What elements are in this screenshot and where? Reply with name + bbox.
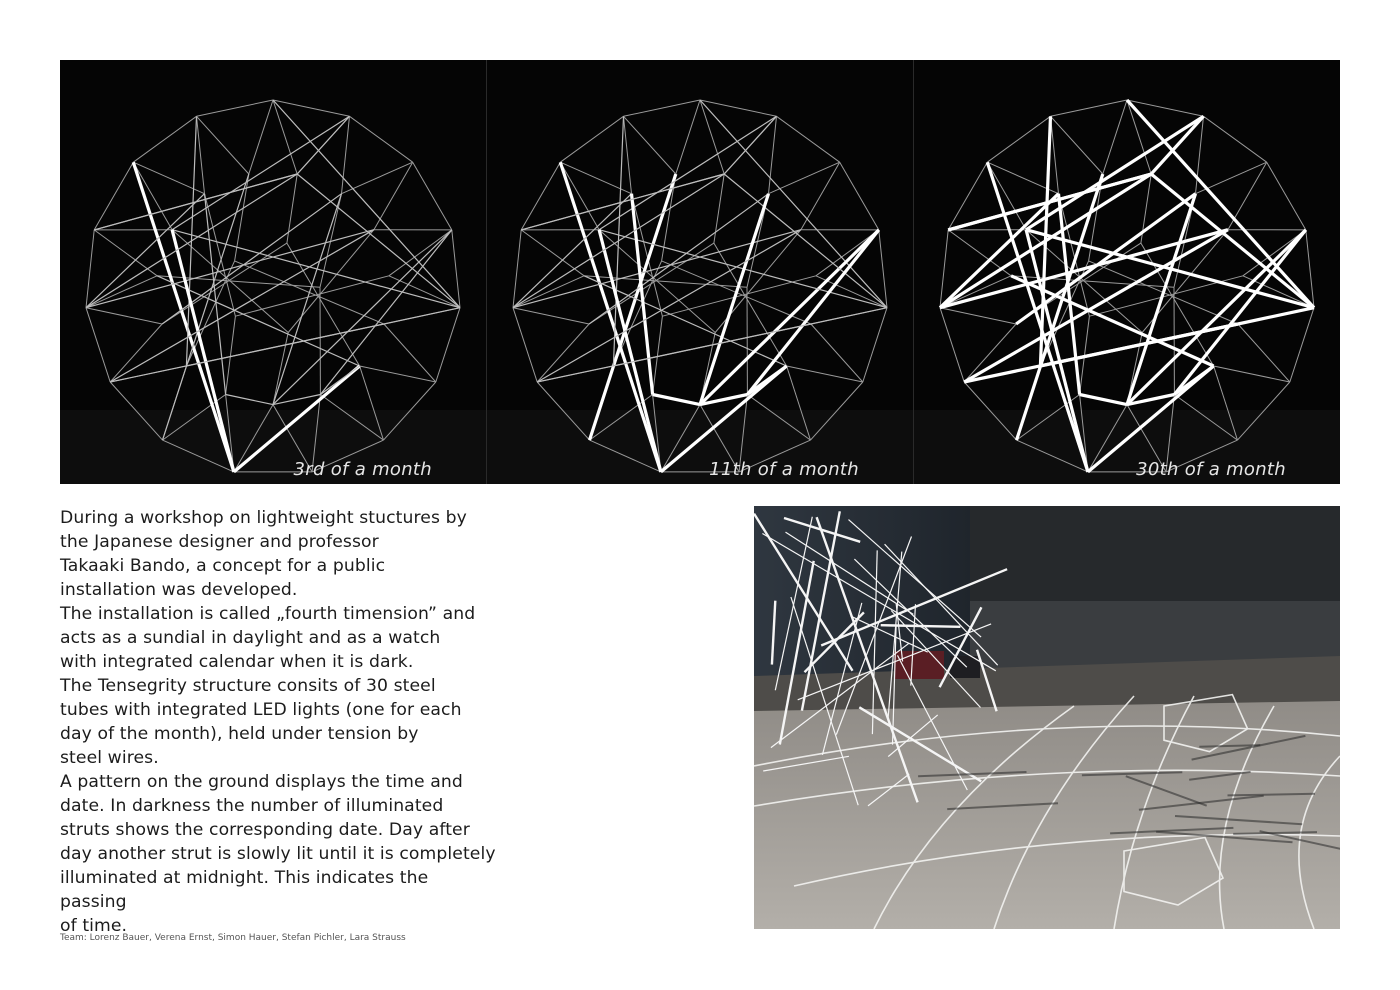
wire bbox=[863, 308, 887, 382]
unlit-strut bbox=[94, 174, 297, 230]
lit-led-strut bbox=[964, 324, 1238, 382]
wire bbox=[273, 100, 350, 116]
wire bbox=[249, 100, 273, 174]
wire bbox=[197, 100, 274, 116]
lit-led-strut bbox=[1127, 100, 1314, 308]
lit-led-strut bbox=[653, 395, 700, 405]
description-line: acts as a sundial in daylight and as a watch bbox=[60, 628, 441, 648]
wire bbox=[1051, 116, 1059, 193]
unlit-strut bbox=[320, 230, 451, 395]
unlit-strut bbox=[110, 230, 374, 382]
wire bbox=[624, 116, 676, 174]
unlit-strut bbox=[86, 174, 297, 308]
wire bbox=[110, 324, 162, 382]
wire bbox=[86, 308, 110, 382]
wire bbox=[350, 116, 413, 162]
wire bbox=[287, 243, 360, 366]
structure-strut bbox=[881, 625, 961, 627]
wire bbox=[413, 162, 452, 230]
wire bbox=[714, 243, 787, 366]
description-line: the Japanese designer and professor bbox=[60, 532, 379, 552]
wire bbox=[374, 162, 413, 230]
wire bbox=[1214, 366, 1290, 382]
tensegrity-sphere-render-day-11 bbox=[487, 60, 913, 484]
wire bbox=[940, 308, 1016, 324]
wire bbox=[235, 174, 249, 261]
wire bbox=[879, 230, 887, 308]
unlit-strut bbox=[273, 230, 452, 405]
description-line: tubes with integrated LED lights (one for each bbox=[60, 700, 462, 720]
panel-caption-day-3: 3rd of a month bbox=[293, 459, 432, 480]
unlit-strut bbox=[384, 308, 460, 324]
render-panel-day-11 bbox=[486, 60, 913, 484]
project-description bbox=[60, 506, 500, 938]
wire bbox=[1051, 116, 1103, 174]
description-line: of time. bbox=[60, 916, 128, 936]
unlit-strut bbox=[513, 174, 724, 308]
lit-led-strut bbox=[1238, 308, 1314, 324]
wire bbox=[840, 162, 879, 230]
description-line: A pattern on the ground displays the time and bbox=[60, 772, 463, 792]
unlit-strut bbox=[110, 324, 384, 382]
wire bbox=[513, 230, 521, 308]
wire bbox=[452, 230, 460, 308]
unlit-strut bbox=[521, 174, 724, 230]
wire bbox=[624, 116, 632, 193]
tensegrity-sphere-render-day-30 bbox=[914, 60, 1340, 484]
panel-caption-day-11: 11th of a month bbox=[709, 459, 859, 480]
unlit-strut bbox=[589, 194, 768, 324]
wire bbox=[197, 116, 205, 193]
wire bbox=[342, 116, 350, 193]
wire bbox=[769, 162, 840, 194]
wire bbox=[133, 116, 196, 162]
description-line: Takaaki Bando, a concept for a public bbox=[60, 556, 386, 576]
lit-led-strut bbox=[1151, 174, 1314, 308]
render-panel-day-30 bbox=[913, 60, 1340, 484]
description-line: struts shows the corresponding date. Day after bbox=[60, 820, 470, 840]
wire bbox=[521, 162, 560, 230]
wire bbox=[342, 162, 413, 194]
wire bbox=[1306, 230, 1314, 308]
description-line: date. In darkness the number of illuminated bbox=[60, 796, 444, 816]
wire bbox=[1290, 308, 1314, 382]
description-line: steel wires. bbox=[60, 748, 159, 768]
unlit-strut bbox=[162, 194, 341, 324]
panel-caption-day-30: 30th of a month bbox=[1136, 459, 1286, 480]
wire bbox=[94, 162, 133, 230]
lit-led-strut bbox=[1016, 194, 1195, 324]
wire bbox=[273, 333, 288, 405]
unlit-strut bbox=[724, 174, 887, 308]
description-line: with integrated calendar when it is dark. bbox=[60, 652, 414, 672]
unlit-strut bbox=[700, 100, 887, 308]
wire bbox=[769, 116, 777, 193]
unlit-strut bbox=[163, 174, 249, 440]
lit-led-strut bbox=[964, 230, 1228, 382]
wire bbox=[537, 324, 589, 382]
description-line: The installation is called „fourth timension” and bbox=[60, 604, 476, 624]
wire bbox=[513, 308, 589, 324]
wire bbox=[987, 116, 1050, 162]
wire bbox=[662, 174, 676, 261]
site-photo-collage bbox=[754, 506, 1340, 929]
unlit-strut bbox=[811, 308, 887, 324]
wire bbox=[86, 230, 94, 308]
wire bbox=[700, 100, 777, 116]
wire bbox=[1141, 243, 1214, 366]
wire bbox=[624, 100, 701, 116]
unlit-strut bbox=[273, 194, 342, 405]
wire bbox=[560, 116, 623, 162]
team-credits: Team: Lorenz Bauer, Verena Ernst, Simon Hauer, Stefan Pichler, Lara Strauss bbox=[60, 933, 406, 943]
unlit-strut bbox=[273, 100, 460, 308]
lit-led-strut bbox=[747, 230, 878, 395]
wire bbox=[1103, 100, 1127, 174]
description-line: day another strut is slowly lit until it is completely bbox=[60, 844, 496, 864]
description-line: During a workshop on lightweight stuctures by bbox=[60, 508, 467, 528]
wire bbox=[801, 162, 840, 230]
wire bbox=[940, 308, 964, 382]
wire bbox=[1267, 162, 1306, 230]
unlit-strut bbox=[537, 230, 801, 382]
render-panel-day-3 bbox=[60, 60, 486, 484]
lit-led-strut bbox=[1080, 395, 1127, 405]
description-line: The Tensegrity structure consits of 30 steel bbox=[60, 676, 436, 696]
render-panels bbox=[60, 60, 1340, 484]
wire bbox=[1238, 324, 1290, 382]
tensegrity-sphere-render-day-3 bbox=[60, 60, 486, 484]
lit-led-strut bbox=[948, 174, 1151, 230]
wire bbox=[1204, 116, 1267, 162]
unlit-strut bbox=[297, 174, 460, 308]
lit-led-strut bbox=[940, 174, 1151, 308]
wire bbox=[360, 366, 436, 382]
wire bbox=[513, 308, 537, 382]
wire bbox=[436, 308, 460, 382]
wire bbox=[676, 100, 700, 174]
description-line: illuminated at midnight. This indicates the passing bbox=[60, 868, 429, 912]
wire bbox=[811, 324, 863, 382]
wire bbox=[86, 308, 162, 324]
wire bbox=[1051, 100, 1128, 116]
site-photo-illustration bbox=[754, 506, 1340, 929]
unlit-strut bbox=[226, 395, 273, 405]
wire bbox=[384, 324, 436, 382]
wire bbox=[197, 116, 249, 174]
description-line: installation was developed. bbox=[60, 580, 298, 600]
wire bbox=[777, 116, 840, 162]
wire bbox=[940, 230, 948, 308]
description-line: day of the month), held under tension by bbox=[60, 724, 419, 744]
wire bbox=[787, 366, 863, 382]
unlit-strut bbox=[537, 324, 811, 382]
